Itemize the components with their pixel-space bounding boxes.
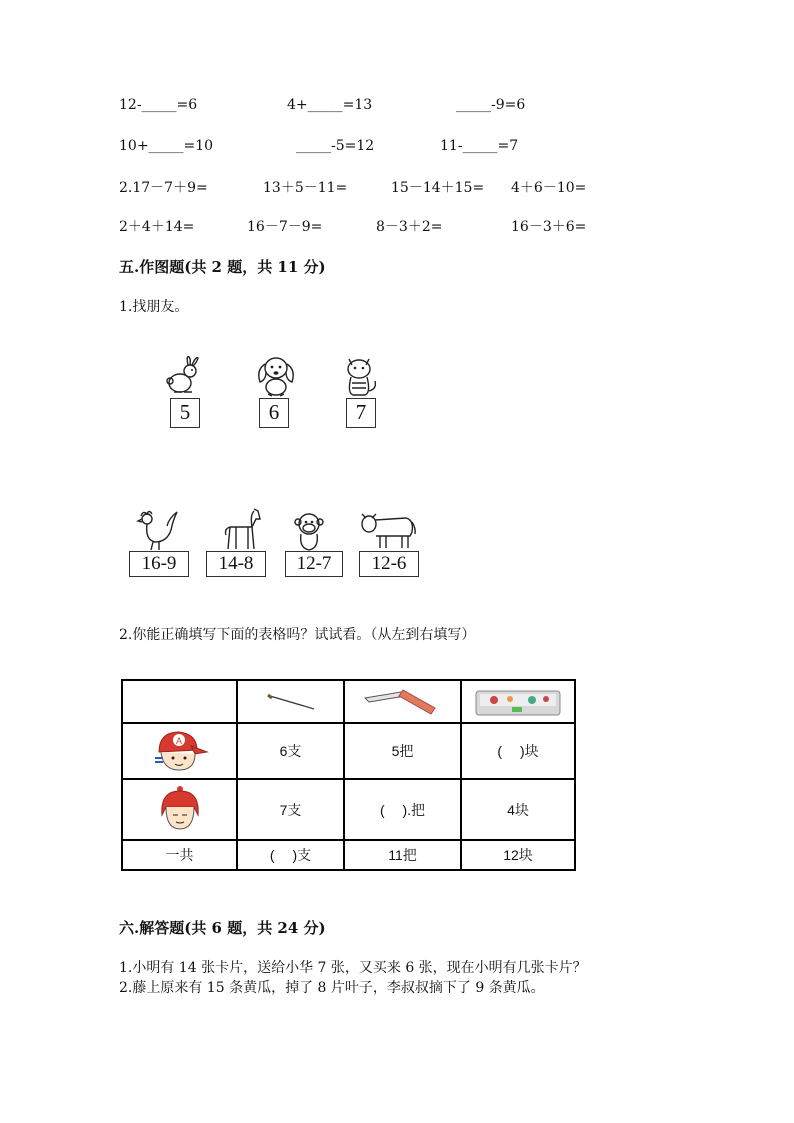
number-card: 6 xyxy=(259,398,289,428)
cat-icon xyxy=(339,353,381,399)
cow-icon xyxy=(358,506,418,550)
number-card: 5 xyxy=(170,398,200,428)
table-cell: ( )支 xyxy=(237,840,344,870)
expression-card: 14-8 xyxy=(206,551,266,577)
question-text: 1.找朋友。 xyxy=(119,299,189,315)
blank-equation: _____-9=6 xyxy=(456,97,526,113)
table-cell: ( ).把 xyxy=(344,779,461,840)
table-cell: 4块 xyxy=(461,779,575,840)
blank-equation: 12-_____=6 xyxy=(119,97,198,113)
boy-cap-cell xyxy=(122,723,237,779)
number-card: 7 xyxy=(346,398,376,428)
mixed-equation: 13＋5－11= xyxy=(263,180,348,196)
rabbit-icon xyxy=(166,355,206,397)
table-cell: 5把 xyxy=(344,723,461,779)
blank-equation: 4+_____=13 xyxy=(287,97,373,113)
empty-header-cell xyxy=(122,680,237,723)
question-text: 2.你能正确填写下面的表格吗？试试看。（从左到右填写） xyxy=(119,627,476,643)
monkey-icon xyxy=(289,510,329,552)
mixed-equation: 16－7－9= xyxy=(247,219,323,235)
table-cell: ( )块 xyxy=(461,723,575,779)
knife-icon xyxy=(361,686,445,718)
fill-table xyxy=(121,679,576,871)
dog-icon xyxy=(254,352,298,398)
expression-card: 16-9 xyxy=(129,551,189,577)
girl-avatar-cell xyxy=(122,779,237,840)
table-cell: 12块 xyxy=(461,840,575,870)
blank-equation: 11-_____=7 xyxy=(440,138,519,154)
table-cell: 7支 xyxy=(237,779,344,840)
mixed-equation: 2.17－7＋9= xyxy=(119,180,208,196)
section-title: 五.作图题(共 2 题，共 11 分) xyxy=(119,258,326,276)
boy-avatar-icon xyxy=(151,728,209,774)
table-cell: 一共 xyxy=(122,840,237,870)
table-cell: 11把 xyxy=(344,840,461,870)
svg-text:A: A xyxy=(175,736,182,746)
knife-header-cell xyxy=(344,680,461,723)
question-text: 1.小明有 14 张卡片，送给小华 7 张，又买来 6 张，现在小明有几张卡片？ xyxy=(119,960,587,976)
girl-avatar-icon xyxy=(158,785,202,835)
pencil-header-cell xyxy=(237,680,344,723)
horse-icon xyxy=(218,505,264,551)
mixed-equation: 15－14＋15= xyxy=(391,180,485,196)
expression-card: 12-6 xyxy=(359,551,419,577)
table-cell: 6支 xyxy=(237,723,344,779)
expression-card: 12-7 xyxy=(285,551,343,577)
pencil-icon xyxy=(264,692,318,712)
rooster-icon xyxy=(133,506,181,552)
mixed-equation: 16－3＋6= xyxy=(511,219,587,235)
question-text: 2.藤上原来有 15 条黄瓜，掉了 8 片叶子，李叔叔摘下了 9 条黄瓜。 xyxy=(119,980,545,996)
pencil-box-header-cell xyxy=(461,680,575,723)
mixed-equation: 8－3＋2= xyxy=(376,219,443,235)
blank-equation: _____-5=12 xyxy=(296,138,375,154)
mixed-equation: 2＋4＋14= xyxy=(119,219,195,235)
mixed-equation: 4＋6－10= xyxy=(511,180,587,196)
section-title: 六.解答题(共 6 题，共 24 分) xyxy=(119,919,326,937)
blank-equation: 10+_____=10 xyxy=(119,138,214,154)
pencil-box-icon xyxy=(472,685,564,719)
